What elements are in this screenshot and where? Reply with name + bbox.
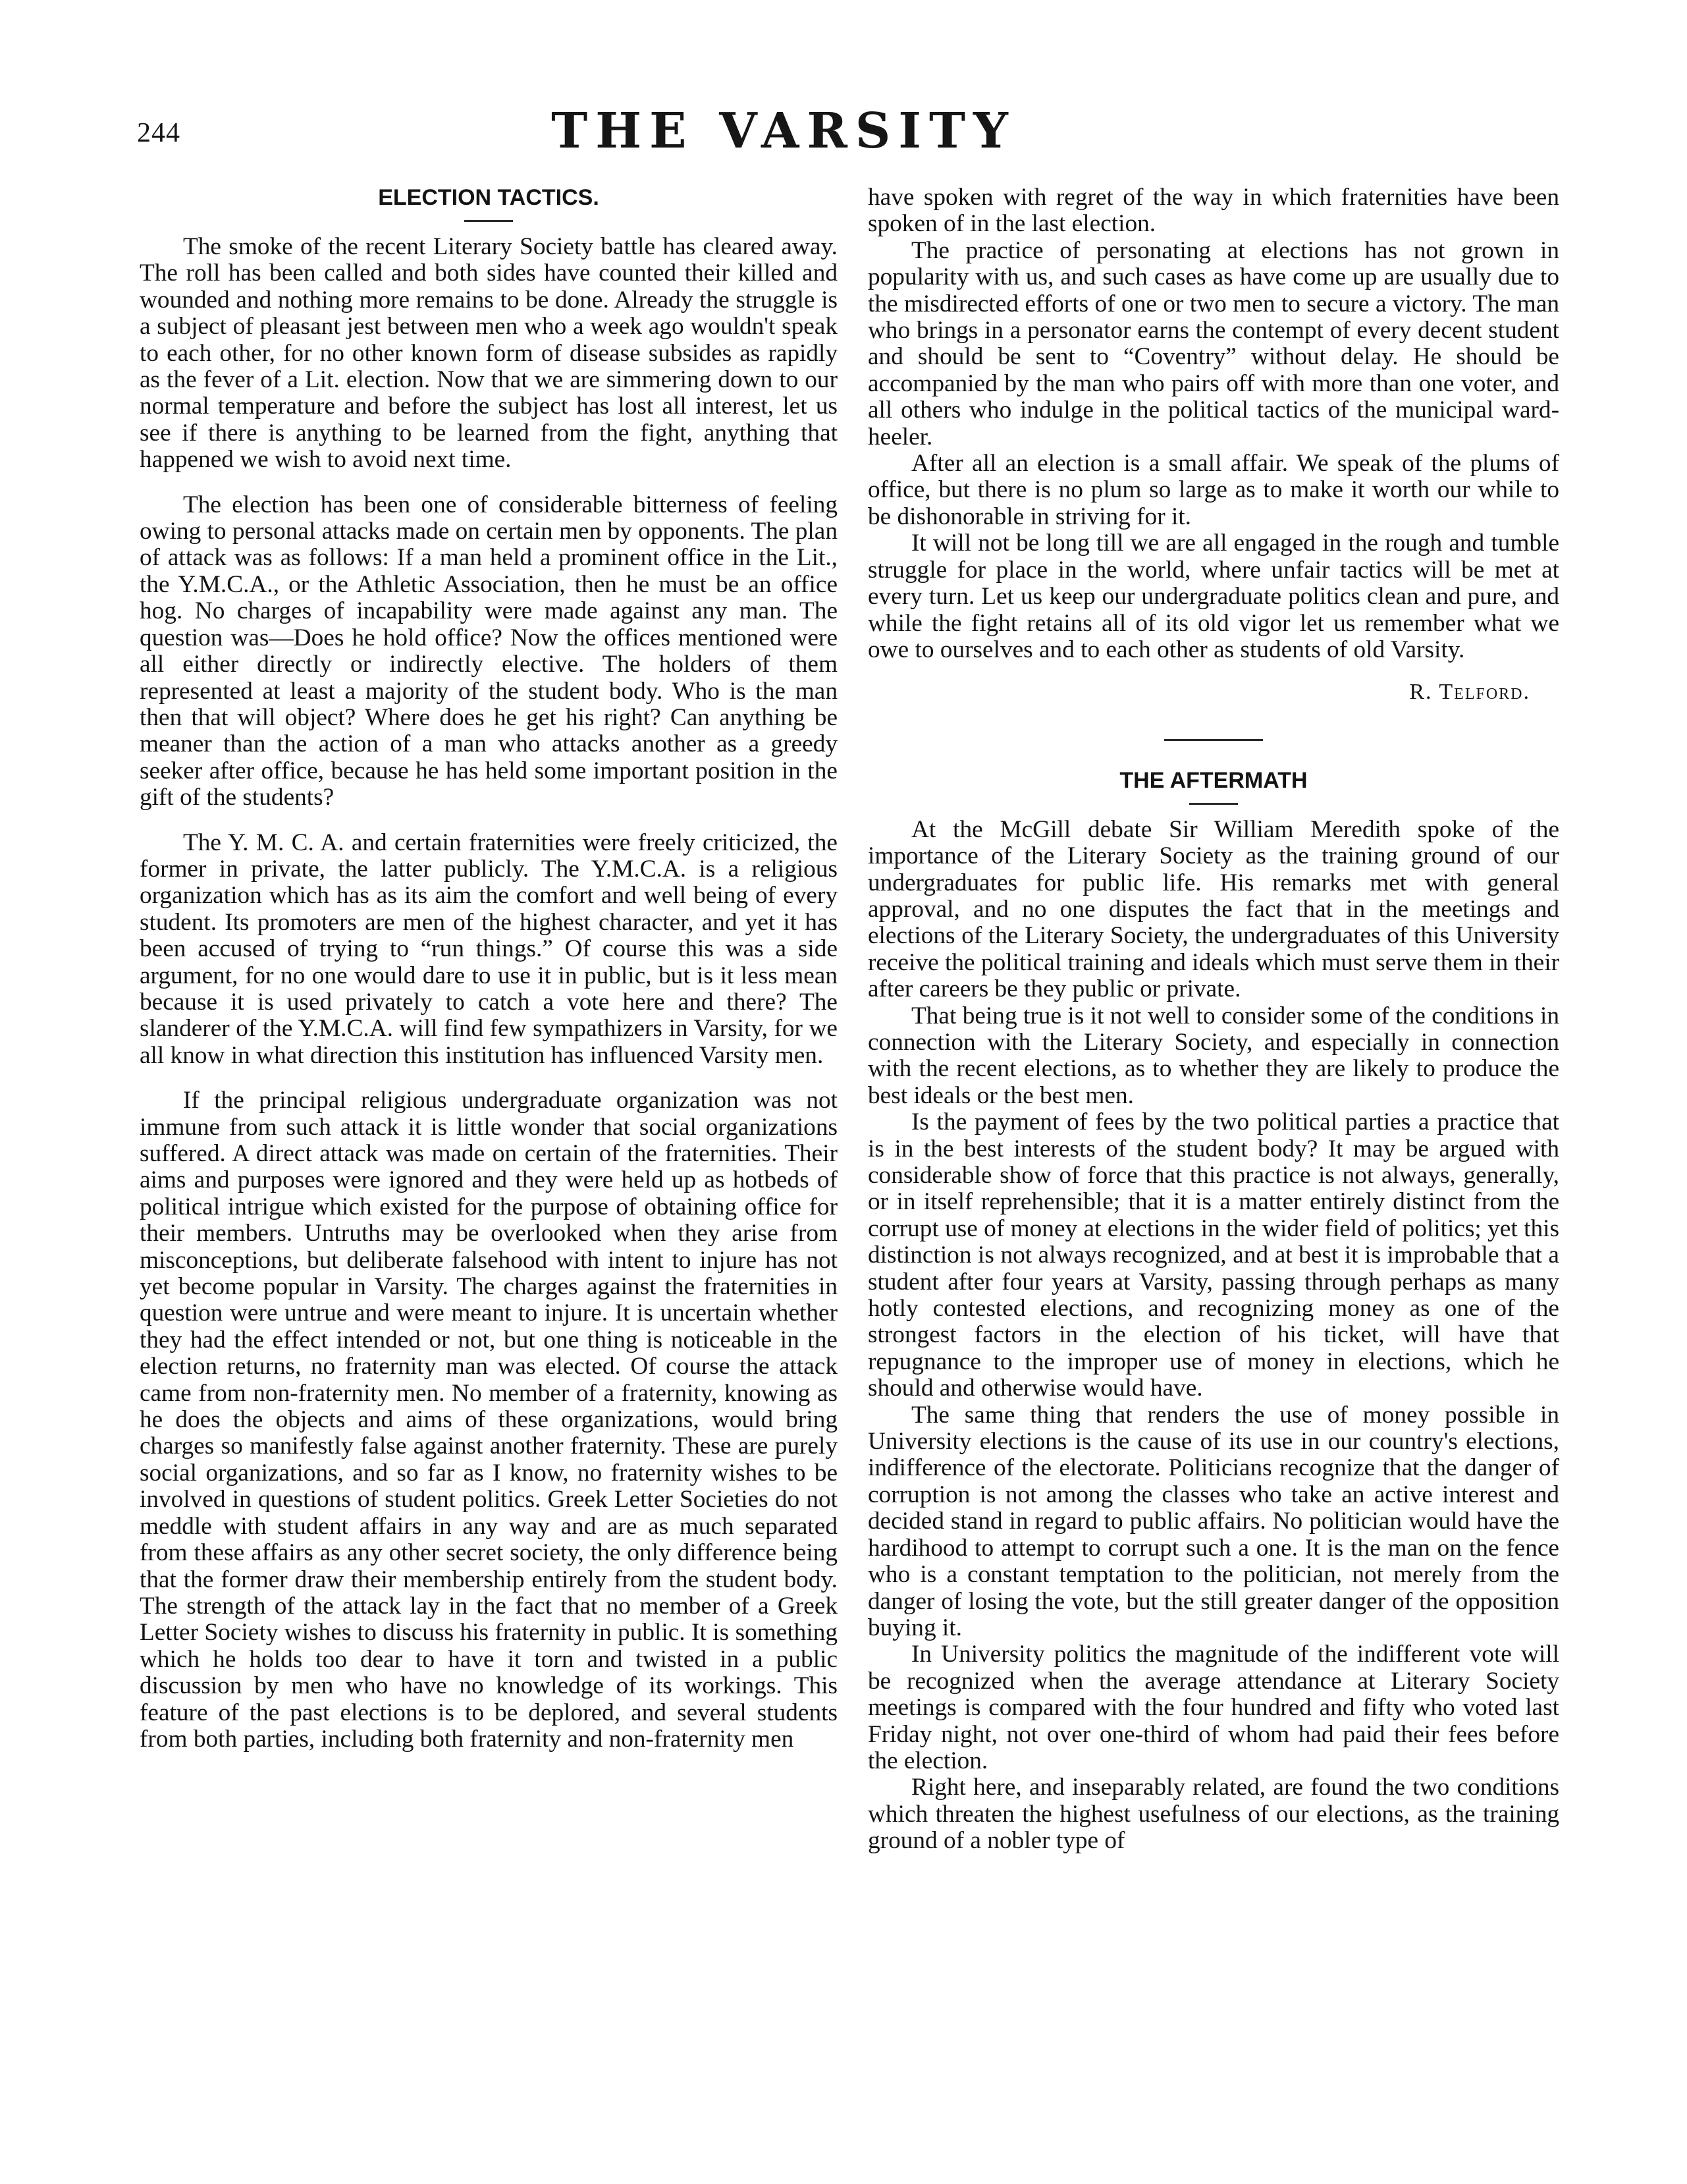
section-divider	[1164, 739, 1263, 741]
page-number: 244	[137, 118, 180, 148]
article-heading-election-tactics: ELECTION TACTICS.	[378, 185, 599, 210]
paragraph: If the principal religious undergraduate organization was not immune from such attack it is little wonder that social organizations suffered. A direct attack was made on certain of the fraternities. Their aims and purposes were ignored and they were held up as hotbeds of political intrigue which existed for the purpose of obtaining office for their members. Untruths may be overlooked when they arise from misconceptions, but deliberate falsehood with intent to injure has not yet become popular in Varsity. The charges against the fraternities in question were untrue and were meant to injure. It is uncertain whether they had the effect intended or not, but one thing is noticeable in the election returns, no fraternity man was elected. Of course the attack came from non-fraternity men. No member of a fraternity, knowing as he does the objects and aims of these organizations, would bring charges so manifestly false against another fraternity. These are purely social organizations, and so far as I know, no fraternity wishes to be involved in questions of student politics. Greek Letter Societies do not meddle with student affairs in any way and are as much separated from these affairs as any other secret society, the only difference being that the former draw their membership entirely from the student body. The strength of the attack lay in the fact that no member of a Greek Letter Society wishes to discuss his fraternity in public. It is something which he holds too dear to have it torn and twisted in a public discussion by men who have no knowledge of its workings. This feature of the past elections is to be deplored, and several students from both parties, including both fraternity and non-fraternity men	[140, 1087, 838, 1753]
heading-rule	[1189, 803, 1238, 805]
paragraph-continuation: have spoken with regret of the way in which fraternities have been spoken of in the last election.	[868, 184, 1559, 238]
right-column	[868, 184, 1559, 1855]
paragraph: That being true is it not well to consider some of the conditions in connection with the Literary Society, and especially in connection with the recent elections, as to whether they are likely to produce the best ideals or the best men.	[868, 1002, 1559, 1109]
paragraph: The smoke of the recent Literary Society battle has cleared away. The roll has been called and both sides have counted their killed and wounded and nothing more remains to be done. Already the struggle is a subject of pleasant jest between men who a week ago wouldn't speak to each other, for no other known form of disease subsides as rapidly as the fever of a Lit. election. Now that we are simmering down to our normal temperature and before the subject has lost all interest, let us see if there is anything to be learned from the fight, anything that happened we wish to avoid next time.	[140, 233, 838, 474]
paragraph: The Y. M. C. A. and certain fraternities were freely criticized, the former in private, the latter publicly. The Y.M.C.A. is a religious organization which has as its aim the comfort and well being of every student. Its promoters are men of the highest character, and yet it has been accused of trying to “run things.” Of course this was a side argument, for no one would dare to use it in public, but is it less mean because it is used privately to catch a vote here and there? The slanderer of the Y.M.C.A. will find few sympathizers in Varsity, for we all know in what direction this institution has influenced Varsity men.	[140, 829, 838, 1069]
author-signature: R. Telford.	[1409, 680, 1530, 705]
paragraph: The same thing that renders the use of money possible in University elections is the cause of its use in our country's elections, indifference of the electorate. Politicians recognize that the danger of corruption is not among the classes who take an active interest and decided stand in regard to public affairs. No politician would have the hardihood to attempt to corrupt such a one. It is the man on the fence who is a constant temptation to the politician, not merely from the danger of losing the vote, but the still greater danger of the opposition buying it.	[868, 1401, 1559, 1641]
heading-rule	[464, 220, 513, 222]
paragraph: Is the payment of fees by the two political parties a practice that is in the best interests of the student body? It may be argued with considerable show of force that this practice is not always, generally, or in itself reprehensible; that it is a matter entirely distinct from the corrupt use of money at elections in the wider field of politics; yet this distinction is not always recognized, and at best it is improbable that a student after four years at Varsity, passing through perhaps as many hotly contested elections, and recognizing money as one of the strongest factors in the election of his ticket, will have that repugnance to the improper use of money in elections, which he should and otherwise would have.	[868, 1108, 1559, 1402]
paragraph: After all an election is a small affair. We speak of the plums of office, but there is no plum so large as to make it worth our while to be dishonorable in striving for it.	[868, 450, 1559, 530]
article-heading-aftermath: THE AFTERMATH	[1119, 767, 1308, 793]
left-column	[140, 184, 838, 1753]
masthead-title: THE VARSITY	[551, 103, 1016, 159]
paragraph: In University politics the magnitude of the indifferent vote will be recognized when the average attendance at Literary Society meetings is compared with the four hundred and fifty who voted last Friday night, not over one-third of whom had paid their fees before the election.	[868, 1641, 1559, 1774]
paragraph: The practice of personating at elections has not grown in popularity with us, and such cases as have come up are usually due to the misdirected efforts of one or two men to secure a victory. The man who brings in a personator earns the contempt of every decent student and should be sent to “Coventry” without delay. He should be accompanied by the man who pairs off with more than one voter, and all others who indulge in the political tactics of the municipal ward-heeler.	[868, 236, 1559, 450]
paragraph: It will not be long till we are all engaged in the rough and tumble struggle for place in the world, where unfair tactics will be met at every turn. Let us keep our undergraduate politics clean and pure, and while the fight retains all of its old vigor let us remember what we owe to ourselves and to each other as students of old Varsity.	[868, 530, 1559, 663]
paragraph: At the McGill debate Sir William Meredith spoke of the importance of the Literary Society as the training ground of our undergraduates for public life. His remarks met with general approval, and no one disputes the fact that in the meetings and elections of the Literary Society, the undergraduates of this University receive the political training and ideals which must serve them in their after careers be they public or private.	[868, 815, 1559, 1003]
paragraph: The election has been one of considerable bitterness of feeling owing to personal attacks made on certain men by opponents. The plan of attack was as follows: If a man held a prominent office in the Lit., the Y.M.C.A., or the Athletic Association, then he must be an office hog. No charges of incapability were made against any man. The question was—Does he hold office? Now the offices mentioned were all either directly or indirectly elective. The holders of them represented at least a majority of the student body. Who is the man then that will object? Where does he get his right? Can anything be meaner than the action of a man who attacks another as a greedy seeker after office, because he has held some important position in the gift of the students?	[140, 491, 838, 811]
paragraph: Right here, and inseparably related, are found the two conditions which threaten the highest usefulness of our elections, as the training ground of a nobler type of	[868, 1774, 1559, 1855]
